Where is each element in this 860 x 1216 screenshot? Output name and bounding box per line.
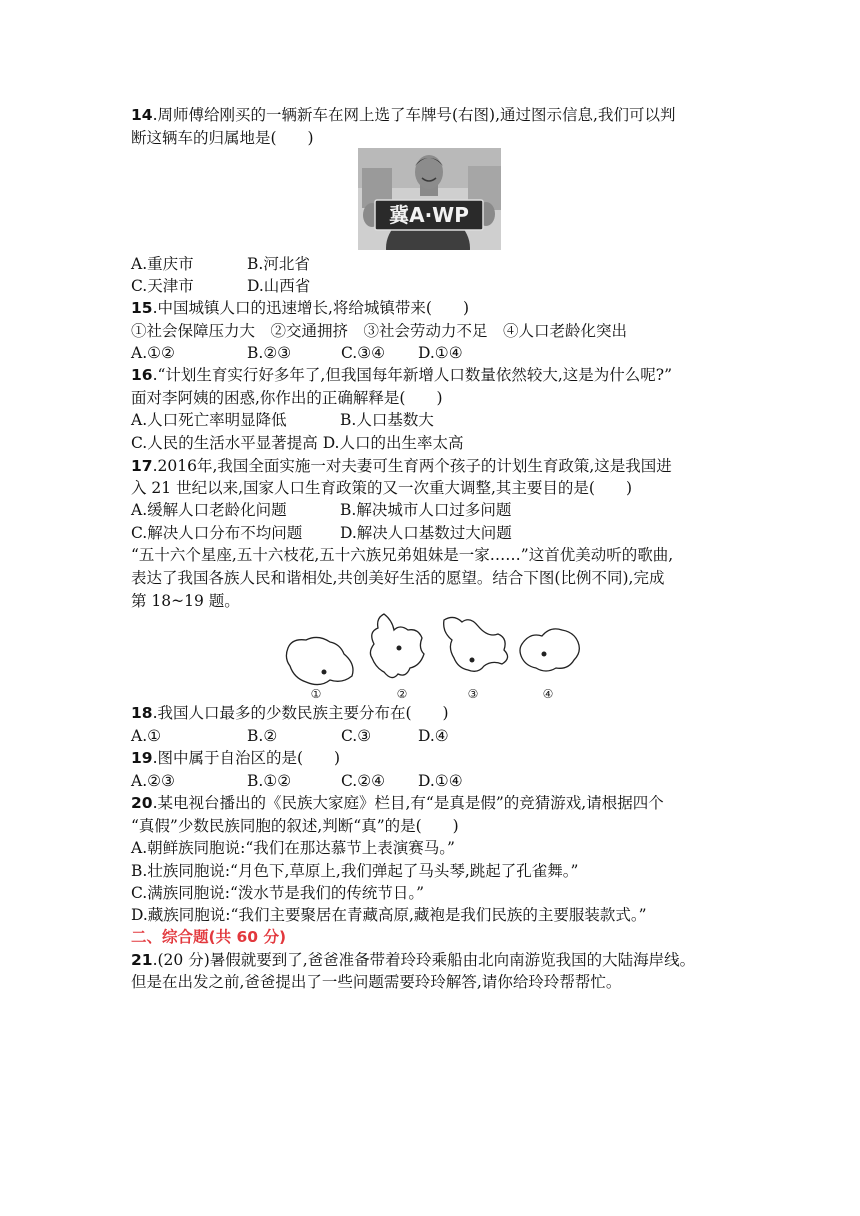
plate-text: 冀A·WP [389, 203, 469, 227]
q17-line1 [131, 455, 672, 477]
q17-number: 17 [131, 457, 153, 475]
q15-option-a: A.①② [131, 344, 175, 362]
q20-text1: .某电视台播出的《民族大家庭》栏目,有“是真是假”的竞猜游戏,请根据四个 [152, 794, 664, 812]
q19-text1: .图中属于自治区的是( ) [152, 749, 341, 767]
q17-options-row2 [131, 522, 512, 544]
province-map-1 [286, 637, 353, 684]
q16-line2: 面对李阿姨的困惑,你作出的正确解释是( ) [131, 389, 443, 407]
q19-option-d: D.①④ [418, 772, 463, 790]
q18-number: 18 [131, 704, 153, 722]
q14-option-d: D.山西省 [247, 277, 311, 295]
q19-line1 [131, 747, 340, 769]
map-label-1: ① [310, 687, 322, 701]
q19-option-b: B.①② [247, 772, 292, 790]
q20-option-a: A.朝鲜族同胞说:“我们在那达慕节上表演赛马。” [131, 839, 455, 857]
section-title: 二、综合题(共 60 分) [131, 928, 287, 946]
q15-option-d: D.①④ [418, 344, 463, 362]
license-plate-photo [358, 148, 501, 250]
province-map-3 [444, 617, 508, 671]
q17-line2: 入 21 世纪以来,国家人口生育政策的又一次重大调整,其主要目的是( ) [131, 479, 633, 497]
q19-number: 19 [131, 749, 153, 767]
q16-options-row2 [131, 432, 464, 454]
q16-option-c: C.人民的生活水平显著提高 [131, 434, 318, 452]
q21-number: 21 [131, 951, 153, 969]
q16-text1: .“计划生育实行好多年了,但我国每年新增人口数量依然较大,这是为什么呢?” [152, 366, 673, 384]
q14-number: 14 [131, 106, 153, 124]
q15-options [131, 342, 463, 364]
q14-options-row1 [131, 253, 310, 275]
q19-option-a: A.②③ [131, 772, 175, 790]
q15-number: 15 [131, 299, 153, 317]
q18-option-d: D.④ [418, 727, 449, 745]
map-label-4: ④ [542, 687, 554, 701]
q20-number: 20 [131, 794, 153, 812]
q17-option-a: A.缓解人口老龄化问题 [131, 501, 287, 519]
q20-line1 [131, 792, 664, 814]
q18-option-b: B.② [247, 727, 278, 745]
q15-line1 [131, 297, 469, 319]
q17-option-d: D.解决人口基数过大问题 [340, 524, 512, 542]
q17-option-c: C.解决人口分布不均问题 [131, 524, 303, 542]
q21-line1 [131, 949, 695, 971]
q16-line1 [131, 364, 672, 386]
passage-line1: “五十六个星座,五十六枝花,五十六族兄弟姐妹是一家……”这首优美动听的歌曲, [131, 546, 674, 564]
q16-option-b: B.人口基数大 [340, 411, 434, 429]
q15-option-c: C.③④ [341, 344, 386, 362]
q21-text1: .(20 分)暑假就要到了,爸爸准备带着玲玲乘船由北向南游览我国的大陆海岸线。 [152, 951, 696, 969]
q20-option-c: C.满族同胞说:“泼水节是我们的传统节日。” [131, 884, 425, 902]
q20-option-b: B.壮族同胞说:“月色下,草原上,我们弹起了马头琴,跳起了孔雀舞。” [131, 862, 579, 880]
province-map-4 [520, 629, 579, 671]
q18-text1: .我国人口最多的少数民族主要分布在( ) [152, 704, 449, 722]
q15-option-b: B.②③ [247, 344, 292, 362]
q14-option-a: A.重庆市 [131, 255, 194, 273]
q16-option-a: A.人口死亡率明显降低 [131, 411, 287, 429]
province-maps [282, 608, 588, 704]
passage-line3: 第 18~19 题。 [131, 592, 240, 610]
q14-option-b: B.河北省 [247, 255, 310, 273]
q14-options-row2 [131, 275, 310, 297]
passage-line2: 表达了我国各族人民和谐相处,共创美好生活的愿望。结合下图(比例不同),完成 [131, 569, 665, 587]
q18-line1 [131, 702, 449, 724]
q19-options [131, 770, 463, 792]
map-label-3: ③ [467, 687, 479, 701]
q14-line1 [131, 104, 675, 126]
map-label-2: ② [396, 687, 408, 701]
q21-line2: 但是在出发之前,爸爸提出了一些问题需要玲玲解答,请你给玲玲帮帮忙。 [131, 973, 622, 991]
q14-line2: 断这辆车的归属地是( ) [131, 129, 314, 147]
q18-option-a: A.① [131, 727, 162, 745]
q14-text1: .周师傅给刚买的一辆新车在网上选了车牌号(右图),通过图示信息,我们可以判 [152, 106, 676, 124]
q18-options [131, 725, 449, 747]
q17-text1: .2016年,我国全面实施一对夫妻可生育两个孩子的计划生育政策,这是我国进 [152, 457, 672, 475]
q18-option-c: C.③ [341, 727, 372, 745]
q16-option-d: D.人口的出生率太高 [322, 434, 464, 452]
q17-options-row1 [131, 499, 511, 521]
q15-text1: .中国城镇人口的迅速增长,将给城镇带来( ) [152, 299, 470, 317]
q16-options-row1 [131, 409, 434, 431]
q15-items: ①社会保障压力大 ②交通拥挤 ③社会劳动力不足 ④人口老龄化突出 [131, 322, 628, 340]
q14-option-c: C.天津市 [131, 277, 194, 295]
province-map-2 [370, 614, 424, 678]
q20-line2: “真假”少数民族同胞的叙述,判断“真”的是( ) [131, 817, 459, 835]
q19-option-c: C.②④ [341, 772, 386, 790]
q20-option-d: D.藏族同胞说:“我们主要聚居在青藏高原,藏袍是我们民族的主要服装款式。” [131, 906, 647, 924]
q17-option-b: B.解决城市人口过多问题 [340, 501, 512, 519]
q16-number: 16 [131, 366, 153, 384]
